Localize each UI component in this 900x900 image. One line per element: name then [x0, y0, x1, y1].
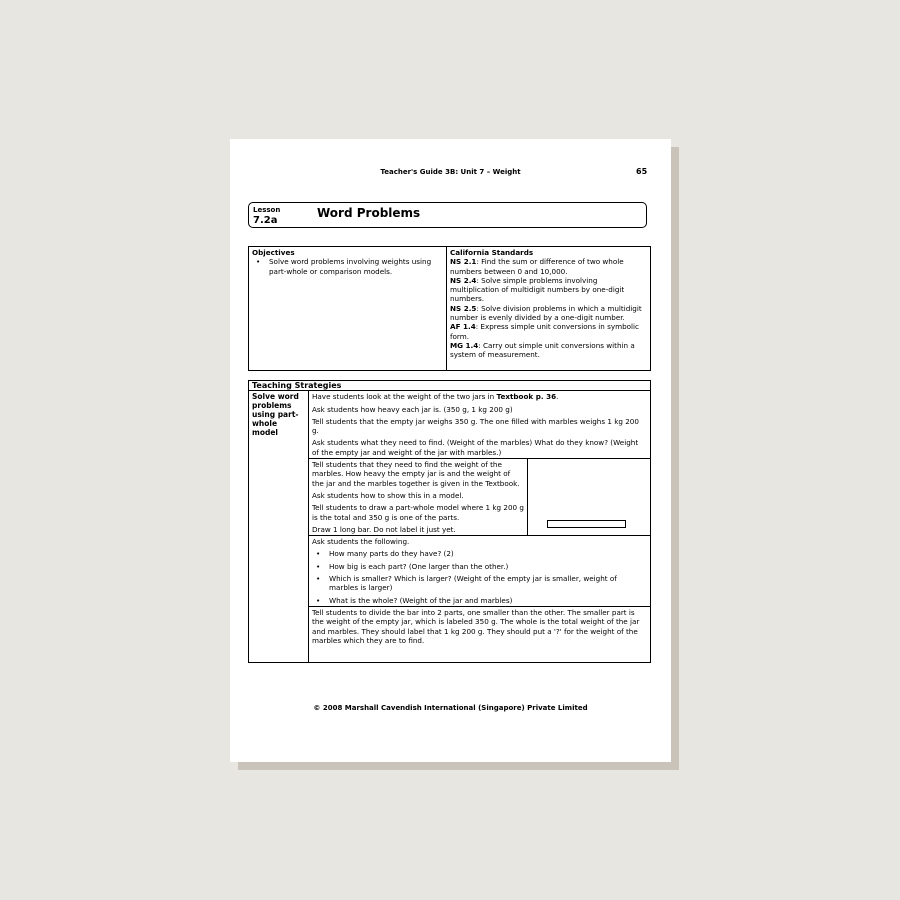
question-item: • How big is each part? (One larger than the other.)	[312, 562, 647, 571]
instruction-text: Tell students that they need to find the weight of the marbles. How heavy the empty jar is and the weight of the jar and the marbles together is given in the Textbook.	[312, 460, 520, 488]
instruction-text: Tell students to divide the bar into 2 parts, one smaller than the other. The smaller part is the weight of the empty jar, which is labeled 350 g. The whole is the total weight of the jar and marbles. They should label that 1 kg 200 g. They should put a '?' for the weight of the marbles which they are to find.	[312, 607, 640, 645]
instruction-text: Tell students that the empty jar weighs 350 g. The one filled with marbles weighs 1 kg 200 g.	[312, 416, 639, 436]
document-page	[230, 139, 671, 762]
instruction-text: Ask students what they need to find. (Weight of the marbles) What do they know? (Weight of the empty jar and weight of the jar with marbles.)	[312, 438, 639, 457]
strategy-side-label: Solve word problems using part-whole model	[249, 391, 309, 663]
lesson-title: Word Problems	[317, 206, 421, 220]
standard-code: NS 2.1	[450, 257, 477, 267]
instruction-text: Draw 1 long bar. Do not label it just yet.	[312, 524, 456, 534]
instruction-text-post: .	[556, 392, 559, 402]
standard-code: NS 2.4	[450, 275, 477, 285]
standard-item	[450, 276, 647, 304]
teaching-heading: Teaching Strategies	[249, 381, 651, 391]
standard-code: AF 1.4	[450, 322, 476, 332]
instruction-text: Ask students how heavy each jar is. (350 g, 1 kg 200 g)	[312, 404, 513, 414]
standard-text: : Find the sum or difference of two whole numbers between 0 and 10,000.	[450, 257, 624, 276]
page-number: 65	[636, 167, 648, 176]
strategy-block-4	[309, 606, 651, 662]
objective-item: • Solve word problems involving weights using part-whole or comparison models.	[252, 257, 443, 276]
standards-cell	[447, 247, 651, 371]
objectives-heading: Objectives	[252, 248, 295, 257]
part-whole-bar	[547, 520, 626, 528]
standard-text: : Carry out simple unit conversions within a system of measurement.	[450, 340, 635, 360]
strategy-block-2	[309, 459, 528, 536]
lesson-title-box	[248, 202, 647, 228]
running-header: Teacher's Guide 3B: Unit 7 – Weight	[380, 168, 521, 176]
instruction-text	[312, 392, 647, 401]
standard-text: : Solve division problems in which a multidigit number is evenly divided by a one-digit number.	[450, 303, 642, 323]
textbook-reference: Textbook p. 36	[496, 392, 557, 402]
objectives-table	[248, 246, 651, 371]
standard-item	[450, 322, 647, 341]
question-item: • Which is smaller? Which is larger? (Weight of the empty jar is smaller, weight of marbles is larger)	[312, 574, 647, 593]
objectives-list	[252, 257, 443, 276]
standards-heading: California Standards	[450, 248, 534, 257]
question-list	[312, 549, 647, 604]
question-item: • What is the whole? (Weight of the jar and marbles)	[312, 596, 647, 605]
standard-text: : Solve simple problems involving multiplication of multidigit numbers by one-digit numbers.	[450, 275, 625, 304]
instruction-text-pre: Have students look at the weight of the two jars in	[312, 392, 497, 402]
instruction-text: Ask students the following.	[312, 537, 410, 547]
standard-text: : Express simple unit conversions in symbolic form.	[450, 322, 639, 341]
strategy-block-3	[309, 536, 651, 607]
model-drawing-cell	[528, 459, 651, 536]
standard-item	[450, 304, 647, 323]
objectives-cell	[249, 247, 447, 371]
lesson-number: 7.2a	[253, 215, 278, 226]
standard-item	[450, 257, 647, 276]
instruction-text: Tell students to draw a part-whole model where 1 kg 200 g is the total and 350 g is one of the parts.	[312, 503, 524, 522]
standard-code: NS 2.5	[450, 303, 477, 313]
teaching-strategies-table	[248, 380, 651, 663]
question-item: • How many parts do they have? (2)	[312, 549, 647, 558]
standard-code: MG 1.4	[450, 340, 479, 350]
copyright-footer: © 2008 Marshall Cavendish International (Singapore) Private Limited	[313, 704, 588, 712]
instruction-text: Ask students how to show this in a model.	[312, 490, 464, 500]
strategy-block-1	[309, 391, 651, 459]
lesson-label: Lesson	[253, 206, 281, 214]
standard-item	[450, 341, 647, 360]
